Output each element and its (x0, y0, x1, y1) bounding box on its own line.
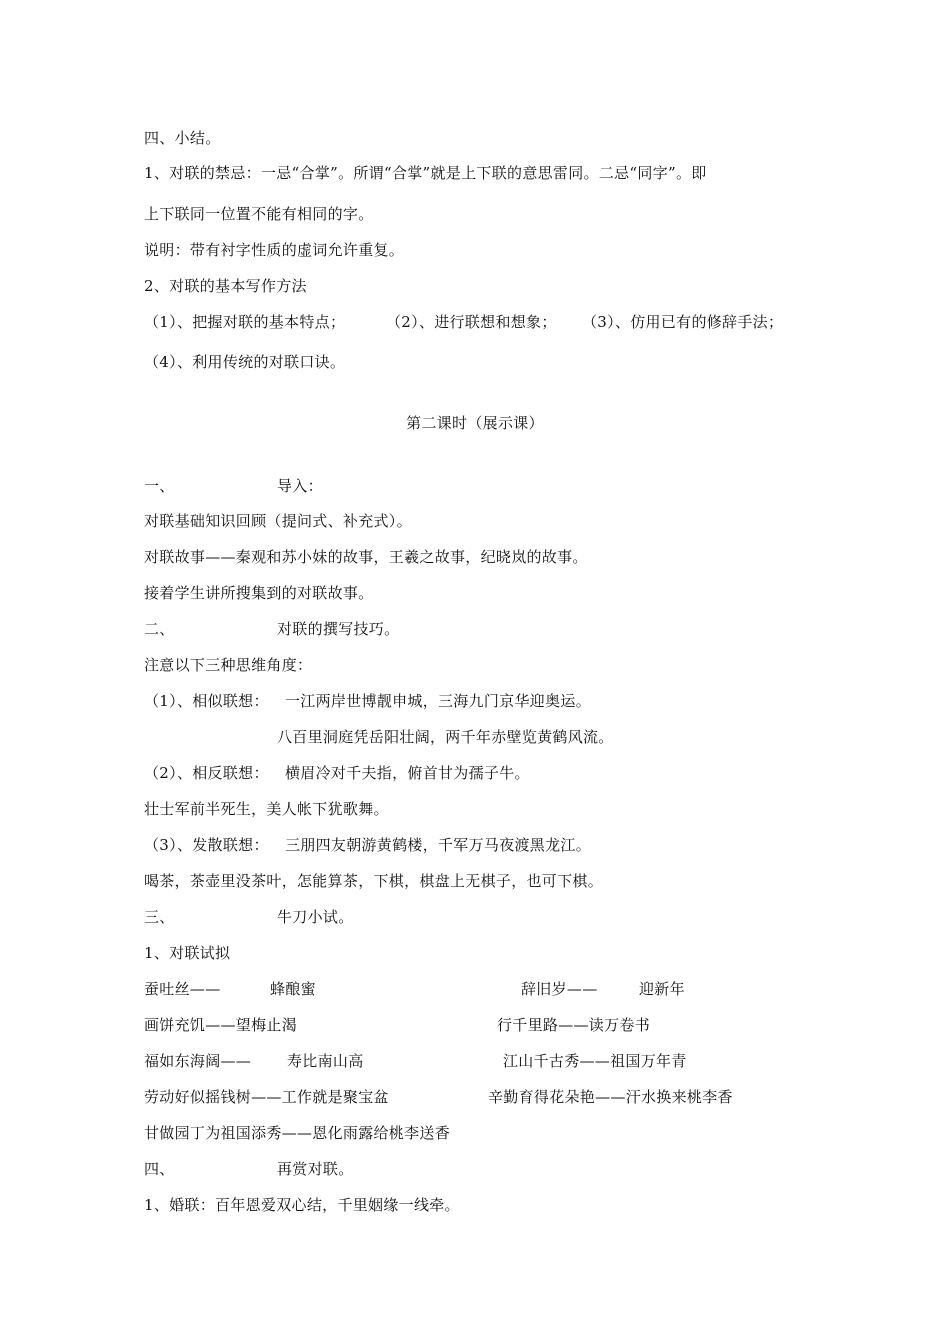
part-number: 二、 (144, 620, 175, 638)
paragraph: 注意以下三种思维角度： (144, 656, 313, 674)
paragraph: 1、婚联：百年恩爱双心结，千里姻缘一线牵。 (144, 1196, 460, 1214)
method-item: （3）、仿用已有的修辞手法； (582, 313, 784, 331)
couplet-right: 行千里路——读万卷书 (497, 1016, 651, 1034)
couplet-text: 三朋四友朝游黄鹤楼，千军万马夜渡黑龙江。 (285, 836, 592, 854)
couplet-text: 壮士军前半死生，美人帐下犹歌舞。 (144, 800, 389, 818)
paragraph: 上下联同一位置不能有相同的字。 (144, 205, 374, 223)
paragraph: 1、对联的禁忌：一忌“合掌”。所谓“合掌”就是上下联的意思雷同。二忌“同字”。即 (144, 164, 707, 182)
paragraph: 甘做园丁为祖国添秀——恩化雨露给桃李送香 (144, 1124, 451, 1142)
couplet-left: 蜂酿蜜 (270, 980, 316, 998)
couplet-text: 横眉冷对千夫指，俯首甘为孺子牛。 (285, 764, 530, 782)
paragraph: 对联故事——秦观和苏小妹的故事，王羲之故事，纪晓岚的故事。 (144, 548, 588, 566)
couplet-left: 福如东海阔—— (144, 1052, 252, 1070)
couplet-left: 劳动好似摇钱树——工作就是聚宝盆 (144, 1088, 389, 1106)
couplet-left: 画饼充饥——望梅止渴 (144, 1016, 298, 1034)
part-number: 三、 (144, 908, 175, 926)
part-title: 再赏对联。 (277, 1160, 354, 1178)
part-title: 导入： (277, 477, 323, 495)
method-item: （4）、利用传统的对联口诀。 (144, 353, 346, 371)
couplet-text: 喝茶，茶壶里没茶叶，怎能算茶，下棋，棋盘上无棋子，也可下棋。 (144, 872, 604, 890)
method-item: （2）、进行联想和想象； (386, 313, 557, 331)
couplet-right: 辛勤育得花朵艳——汗水换来桃李香 (488, 1088, 733, 1106)
method-item: （1）、把握对联的基本特点； (144, 313, 346, 331)
part-number: 一、 (144, 477, 175, 495)
paragraph: 说明：带有衬字性质的虚词允许重复。 (144, 241, 405, 259)
couplet-right: 江山千古秀——祖国万年青 (503, 1052, 687, 1070)
section-heading: 四、小结。 (144, 129, 221, 147)
couplet-left: 蚕吐丝—— (144, 980, 221, 998)
couplet-text: 八百里洞庭凭岳阳壮阔，两千年赤壁览黄鹤风流。 (277, 728, 614, 746)
couplet-right: 辞旧岁—— (521, 980, 598, 998)
part-number: 四、 (144, 1160, 175, 1178)
couplet-right: 迎新年 (639, 980, 685, 998)
paragraph: 2、对联的基本写作方法 (144, 277, 307, 295)
example-label: （1）、相似联想： (144, 692, 269, 710)
paragraph: 1、对联试拟 (144, 944, 231, 962)
paragraph: 对联基础知识回顾（提问式、补充式）。 (144, 512, 412, 530)
paragraph: 接着学生讲所搜集到的对联故事。 (144, 584, 374, 602)
part-title: 对联的撰写技巧。 (277, 620, 400, 638)
couplet-left: 寿比南山高 (287, 1052, 364, 1070)
lesson-title: 第二课时（展示课） (406, 414, 544, 432)
example-label: （3）、发散联想： (144, 836, 269, 854)
example-label: （2）、相反联想： (144, 764, 269, 782)
couplet-text: 一江两岸世博靓申城，三海九门京华迎奥运。 (285, 692, 592, 710)
part-title: 牛刀小试。 (277, 908, 354, 926)
